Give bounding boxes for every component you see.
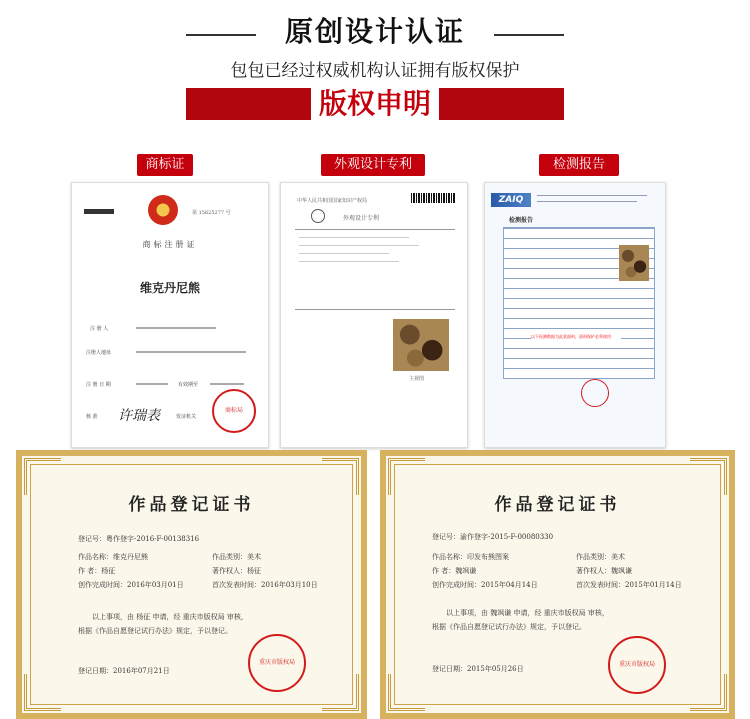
reg-date: 登记日期：2015年05月26日 bbox=[432, 665, 524, 673]
page-subtitle: 包包已经过权威机构认证拥有版权保护 bbox=[230, 61, 520, 81]
copyright-badge: 版权申明 bbox=[0, 88, 750, 120]
patent-title: 外观设计专利 bbox=[343, 215, 380, 222]
publish-row: 首次发表时间：2015年01月14日 bbox=[576, 581, 682, 589]
issuer-label: 发证机关 bbox=[176, 414, 197, 420]
text-line bbox=[299, 245, 419, 246]
valid-until-value bbox=[210, 383, 244, 385]
address-label: 注册人地址 bbox=[86, 350, 112, 356]
reg-date-value bbox=[136, 383, 168, 385]
work-cert-title: 作品登记证书 bbox=[494, 495, 621, 515]
valid-until-label: 有效期至 bbox=[178, 382, 199, 388]
product-photo bbox=[393, 319, 449, 371]
trademark-stamp: 商标局 bbox=[212, 389, 256, 433]
cert-body: 以上事项，由 魏飒谦 申请，经 重庆市版权局 审核， bbox=[446, 609, 609, 617]
registrant-value bbox=[136, 327, 216, 329]
barcode-icon bbox=[411, 193, 455, 203]
work-type-row: 作品类别：美术 bbox=[212, 553, 261, 561]
label-design-patent: 外观设计专利 bbox=[321, 154, 425, 176]
work-cert-title: 作品登记证书 bbox=[128, 495, 255, 515]
divider bbox=[295, 229, 455, 230]
cert-basis: 根据《作品自愿登记试行办法》规定，予以登记。 bbox=[432, 623, 586, 631]
patent-header: 中华人民共和国国家知识产权局 bbox=[297, 198, 368, 204]
finish-row: 创作完成时间：2016年03月01日 bbox=[78, 581, 184, 589]
work-certificate-left bbox=[16, 450, 367, 719]
approve-label: 核 准 bbox=[86, 414, 98, 420]
reg-date: 登记日期：2016年07月21日 bbox=[78, 667, 170, 675]
work-certificate-right bbox=[380, 450, 735, 719]
red-note: 以下检测数据为此款面料，面料保护必须使用 bbox=[531, 333, 621, 340]
label-inspection: 检测报告 bbox=[539, 154, 619, 176]
work-type-row: 作品类别：美术 bbox=[576, 553, 625, 561]
copyright-bureau-stamp: 重庆市版权局 bbox=[248, 634, 306, 692]
text-line bbox=[299, 237, 409, 238]
owner-row: 著作权人：魏飒谦 bbox=[576, 567, 632, 575]
corner-ornament bbox=[322, 674, 359, 711]
work-name-row: 作品名称：印发布熊图案 bbox=[432, 553, 509, 561]
zaiq-logo: ZAIQ bbox=[491, 193, 531, 207]
reg-number: 登记号：粤作登字-2016-F-00138316 bbox=[78, 535, 200, 543]
copyright-bureau-stamp: 重庆市版权局 bbox=[608, 636, 666, 694]
inspection-report bbox=[484, 182, 666, 448]
page-title: 原创设计认证 bbox=[284, 15, 465, 48]
publish-row: 首次发表时间：2016年03月10日 bbox=[212, 581, 318, 589]
address-value bbox=[136, 351, 246, 353]
design-patent-certificate bbox=[280, 182, 468, 448]
photo-caption: 主视图 bbox=[409, 376, 425, 382]
reg-number: 登记号：渝作登字-2015-F-00080330 bbox=[432, 533, 554, 541]
signature: 许瑞表 bbox=[118, 408, 160, 424]
trademark-header: 商标注册证 bbox=[142, 240, 198, 249]
finish-row: 创作完成时间：2015年04月14日 bbox=[432, 581, 538, 589]
trademark-brand: 维克丹尼熊 bbox=[139, 281, 200, 295]
corner-ornament bbox=[388, 674, 425, 711]
inspection-stamp bbox=[581, 379, 609, 407]
report-title: 检测报告 bbox=[509, 217, 534, 224]
author-row: 作 者：杨征 bbox=[78, 567, 116, 575]
work-name-row: 作品名称：维克丹尼熊 bbox=[78, 553, 148, 561]
text-line bbox=[299, 253, 389, 254]
patent-logo-icon bbox=[311, 209, 325, 223]
corner-ornament bbox=[24, 674, 61, 711]
cert-logo-bar bbox=[84, 209, 114, 214]
owner-row: 著作权人：杨征 bbox=[212, 567, 261, 575]
cert-body: 以上事项，由 杨征 申请，经 重庆市版权局 审核， bbox=[92, 613, 248, 621]
text-line bbox=[537, 195, 647, 196]
label-trademark: 商标证 bbox=[137, 154, 193, 176]
national-emblem-icon bbox=[148, 195, 178, 225]
cert-basis: 根据《作品自愿登记试行办法》规定，予以登记。 bbox=[78, 627, 232, 635]
trademark-certificate bbox=[71, 182, 269, 448]
text-line bbox=[537, 201, 637, 202]
text-line bbox=[299, 261, 399, 262]
registrant-label: 注 册 人 bbox=[90, 326, 109, 332]
reg-date-label: 注 册 日 期 bbox=[86, 382, 111, 388]
sample-photo bbox=[619, 245, 649, 281]
author-row: 作 者：魏飒谦 bbox=[432, 567, 477, 575]
corner-ornament bbox=[690, 674, 727, 711]
divider bbox=[295, 309, 455, 310]
trademark-number: 第 15625277 号 bbox=[192, 210, 231, 216]
